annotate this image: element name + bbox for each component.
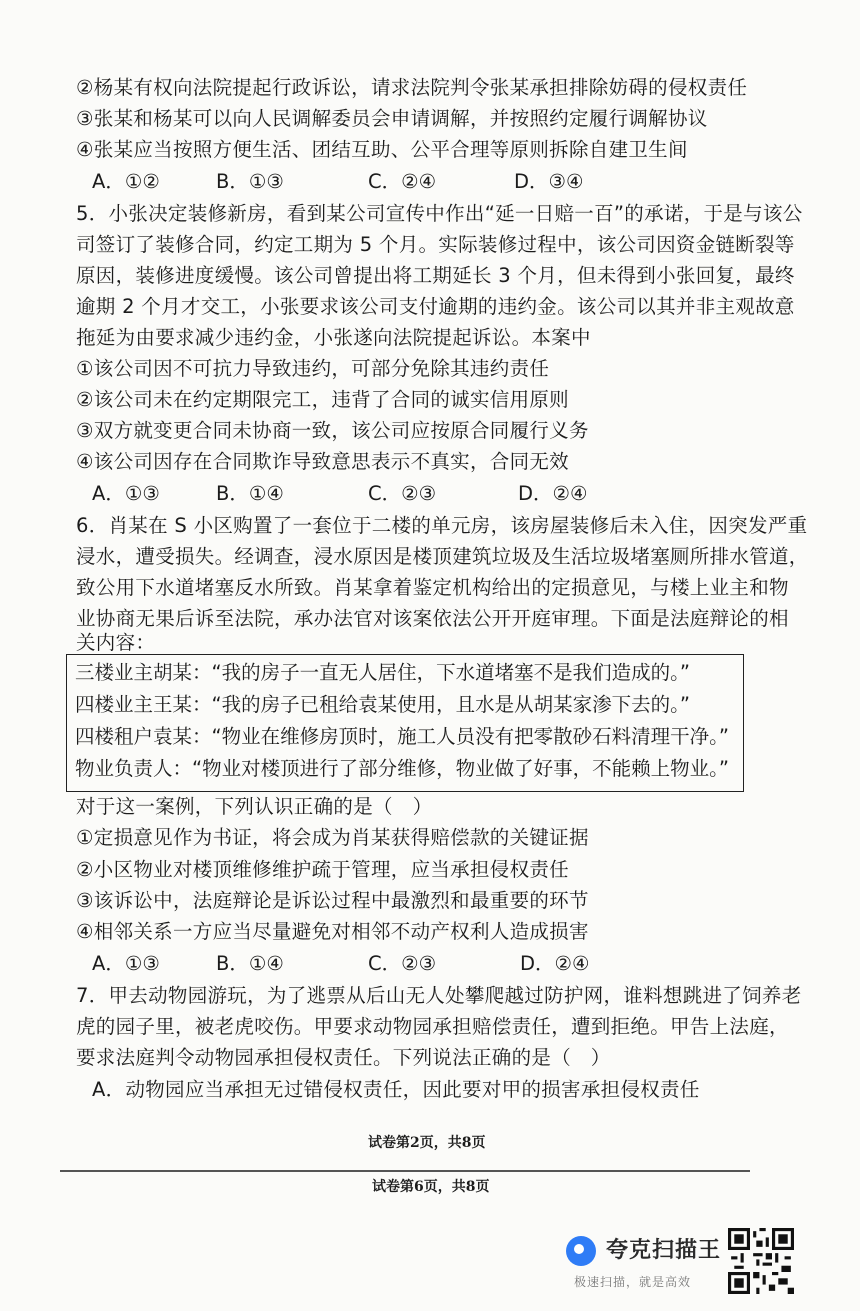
q6-stem-line-3: 致公用下水道堵塞反水所致。肖某拿着鉴定机构给出的定损意见，与楼上业主和物 — [76, 576, 789, 599]
q6-option-d: D．②④ — [520, 952, 590, 975]
page-number-bottom: 试卷第6页，共8页 — [372, 1179, 490, 1195]
q4-option-b: B．①③ — [216, 170, 284, 193]
page-number-top: 试卷第2页，共8页 — [368, 1135, 486, 1151]
q5-option-d: D．②④ — [518, 482, 588, 505]
q6-stem-line-1: 6．肖某在 S 小区购置了一套位于二楼的单元房，该房屋装修后未入住，因突发严重 — [76, 514, 808, 537]
dialog-yuan: 四楼租户袁某：“物业在维修房顶时，施工人员没有把零散砂石料清理干净。” — [75, 725, 729, 748]
court-debate-box — [66, 654, 744, 792]
q5-statement-2: ②该公司未在约定期限完工，违背了合同的诚实信用原则 — [76, 388, 569, 411]
q5-statement-3: ③双方就变更合同未协商一致，该公司应按原合同履行义务 — [76, 419, 589, 442]
brand-name: 夸克扫描王 — [606, 1238, 722, 1263]
q4-statement-2: ②杨某有权向法院提起行政诉讼，请求法院判令张某承担排除妨碍的侵权责任 — [76, 76, 748, 99]
q4-option-d: D．③④ — [514, 170, 584, 193]
quark-logo-icon — [566, 1236, 596, 1266]
scan-seam-divider — [60, 1170, 750, 1172]
q4-option-a: A．①② — [92, 170, 160, 193]
q4-option-c: C．②④ — [368, 170, 437, 193]
brand-tagline: 极速扫描，就是高效 — [574, 1275, 692, 1289]
scanner-watermark — [566, 1233, 726, 1293]
q4-statement-4: ④张某应当按照方便生活、团结互助、公平合理等原则拆除自建卫生间 — [76, 138, 688, 161]
qr-code-icon — [728, 1228, 794, 1294]
q6-stem-line-4: 业协商无果后诉至法院，承办法官对该案依法公开开庭审理。下面是法庭辩论的相 — [76, 607, 789, 630]
dialog-hu: 三楼业主胡某：“我的房子一直无人居住，下水道堵塞不是我们造成的。” — [75, 661, 690, 684]
q6-option-b: B．①④ — [216, 952, 284, 975]
q5-option-a: A．①③ — [92, 482, 160, 505]
q6-statement-2: ②小区物业对楼顶维修维护疏于管理，应当承担侵权责任 — [76, 858, 569, 881]
q7-option-a: A．动物园应当承担无过错侵权责任，因此要对甲的损害承担侵权责任 — [92, 1078, 700, 1101]
q6-stem-line-2: 浸水，遭受损失。经调查，浸水原因是楼顶建筑垃圾及生活垃圾堵塞厕所排水管道， — [76, 545, 809, 568]
q7-stem-line-3: 要求法庭判令动物园承担侵权责任。下列说法正确的是（ ） — [76, 1046, 611, 1069]
q5-option-b: B．①④ — [216, 482, 284, 505]
q6-statement-4: ④相邻关系一方应当尽量避免对相邻不动产权利人造成损害 — [76, 920, 589, 943]
q6-statement-3: ③该诉讼中，法庭辩论是诉讼过程中最激烈和最重要的环节 — [76, 889, 589, 912]
q5-stem-line-2: 司签订了装修合同，约定工期为 5 个月。实际装修过程中，该公司因资金链断裂等 — [76, 233, 795, 256]
q7-stem-line-1: 7．甲去动物园游玩，为了逃票从后山无人处攀爬越过防护网，谁料想跳进了饲养老 — [76, 984, 802, 1007]
q5-stem-line-3: 原因，装修进度缓慢。该公司曾提出将工期延长 3 个月，但未得到小张回复，最终 — [76, 264, 795, 287]
q5-option-c: C．②③ — [368, 482, 437, 505]
q6-statement-1: ①定损意见作为书证，将会成为肖某获得赔偿款的关键证据 — [76, 826, 589, 849]
q6-stem-line-5: 关内容： — [76, 631, 156, 654]
dialog-wang: 四楼业主王某：“我的房子已租给袁某使用，且水是从胡某家渗下去的。” — [75, 693, 690, 716]
q6-question: 对于这一案例，下列认识正确的是（ ） — [76, 795, 433, 818]
q6-option-c: C．②③ — [368, 952, 437, 975]
q5-stem-line-4: 逾期 2 个月才交工，小张要求该公司支付逾期的违约金。该公司以其并非主观故意 — [76, 295, 795, 318]
q4-statement-3: ③张某和杨某可以向人民调解委员会申请调解，并按照约定履行调解协议 — [76, 107, 708, 130]
q5-statement-1: ①该公司因不可抗力导致违约，可部分免除其违约责任 — [76, 357, 550, 380]
q5-stem-line-1: 5．小张决定装修新房，看到某公司宣传中作出“延一日赔一百”的承诺，于是与该公 — [76, 202, 803, 225]
q6-option-a: A．①③ — [92, 952, 160, 975]
dialog-property: 物业负责人：“物业对楼顶进行了部分维修，物业做了好事，不能赖上物业。” — [75, 757, 729, 780]
q5-stem-line-5: 拖延为由要求减少违约金，小张遂向法院提起诉讼。本案中 — [76, 326, 591, 349]
q7-stem-line-2: 虎的园子里，被老虎咬伤。甲要求动物园承担赔偿责任，遭到拒绝。甲告上法庭， — [76, 1015, 789, 1038]
q5-statement-4: ④该公司因存在合同欺诈导致意思表示不真实，合同无效 — [76, 450, 569, 473]
